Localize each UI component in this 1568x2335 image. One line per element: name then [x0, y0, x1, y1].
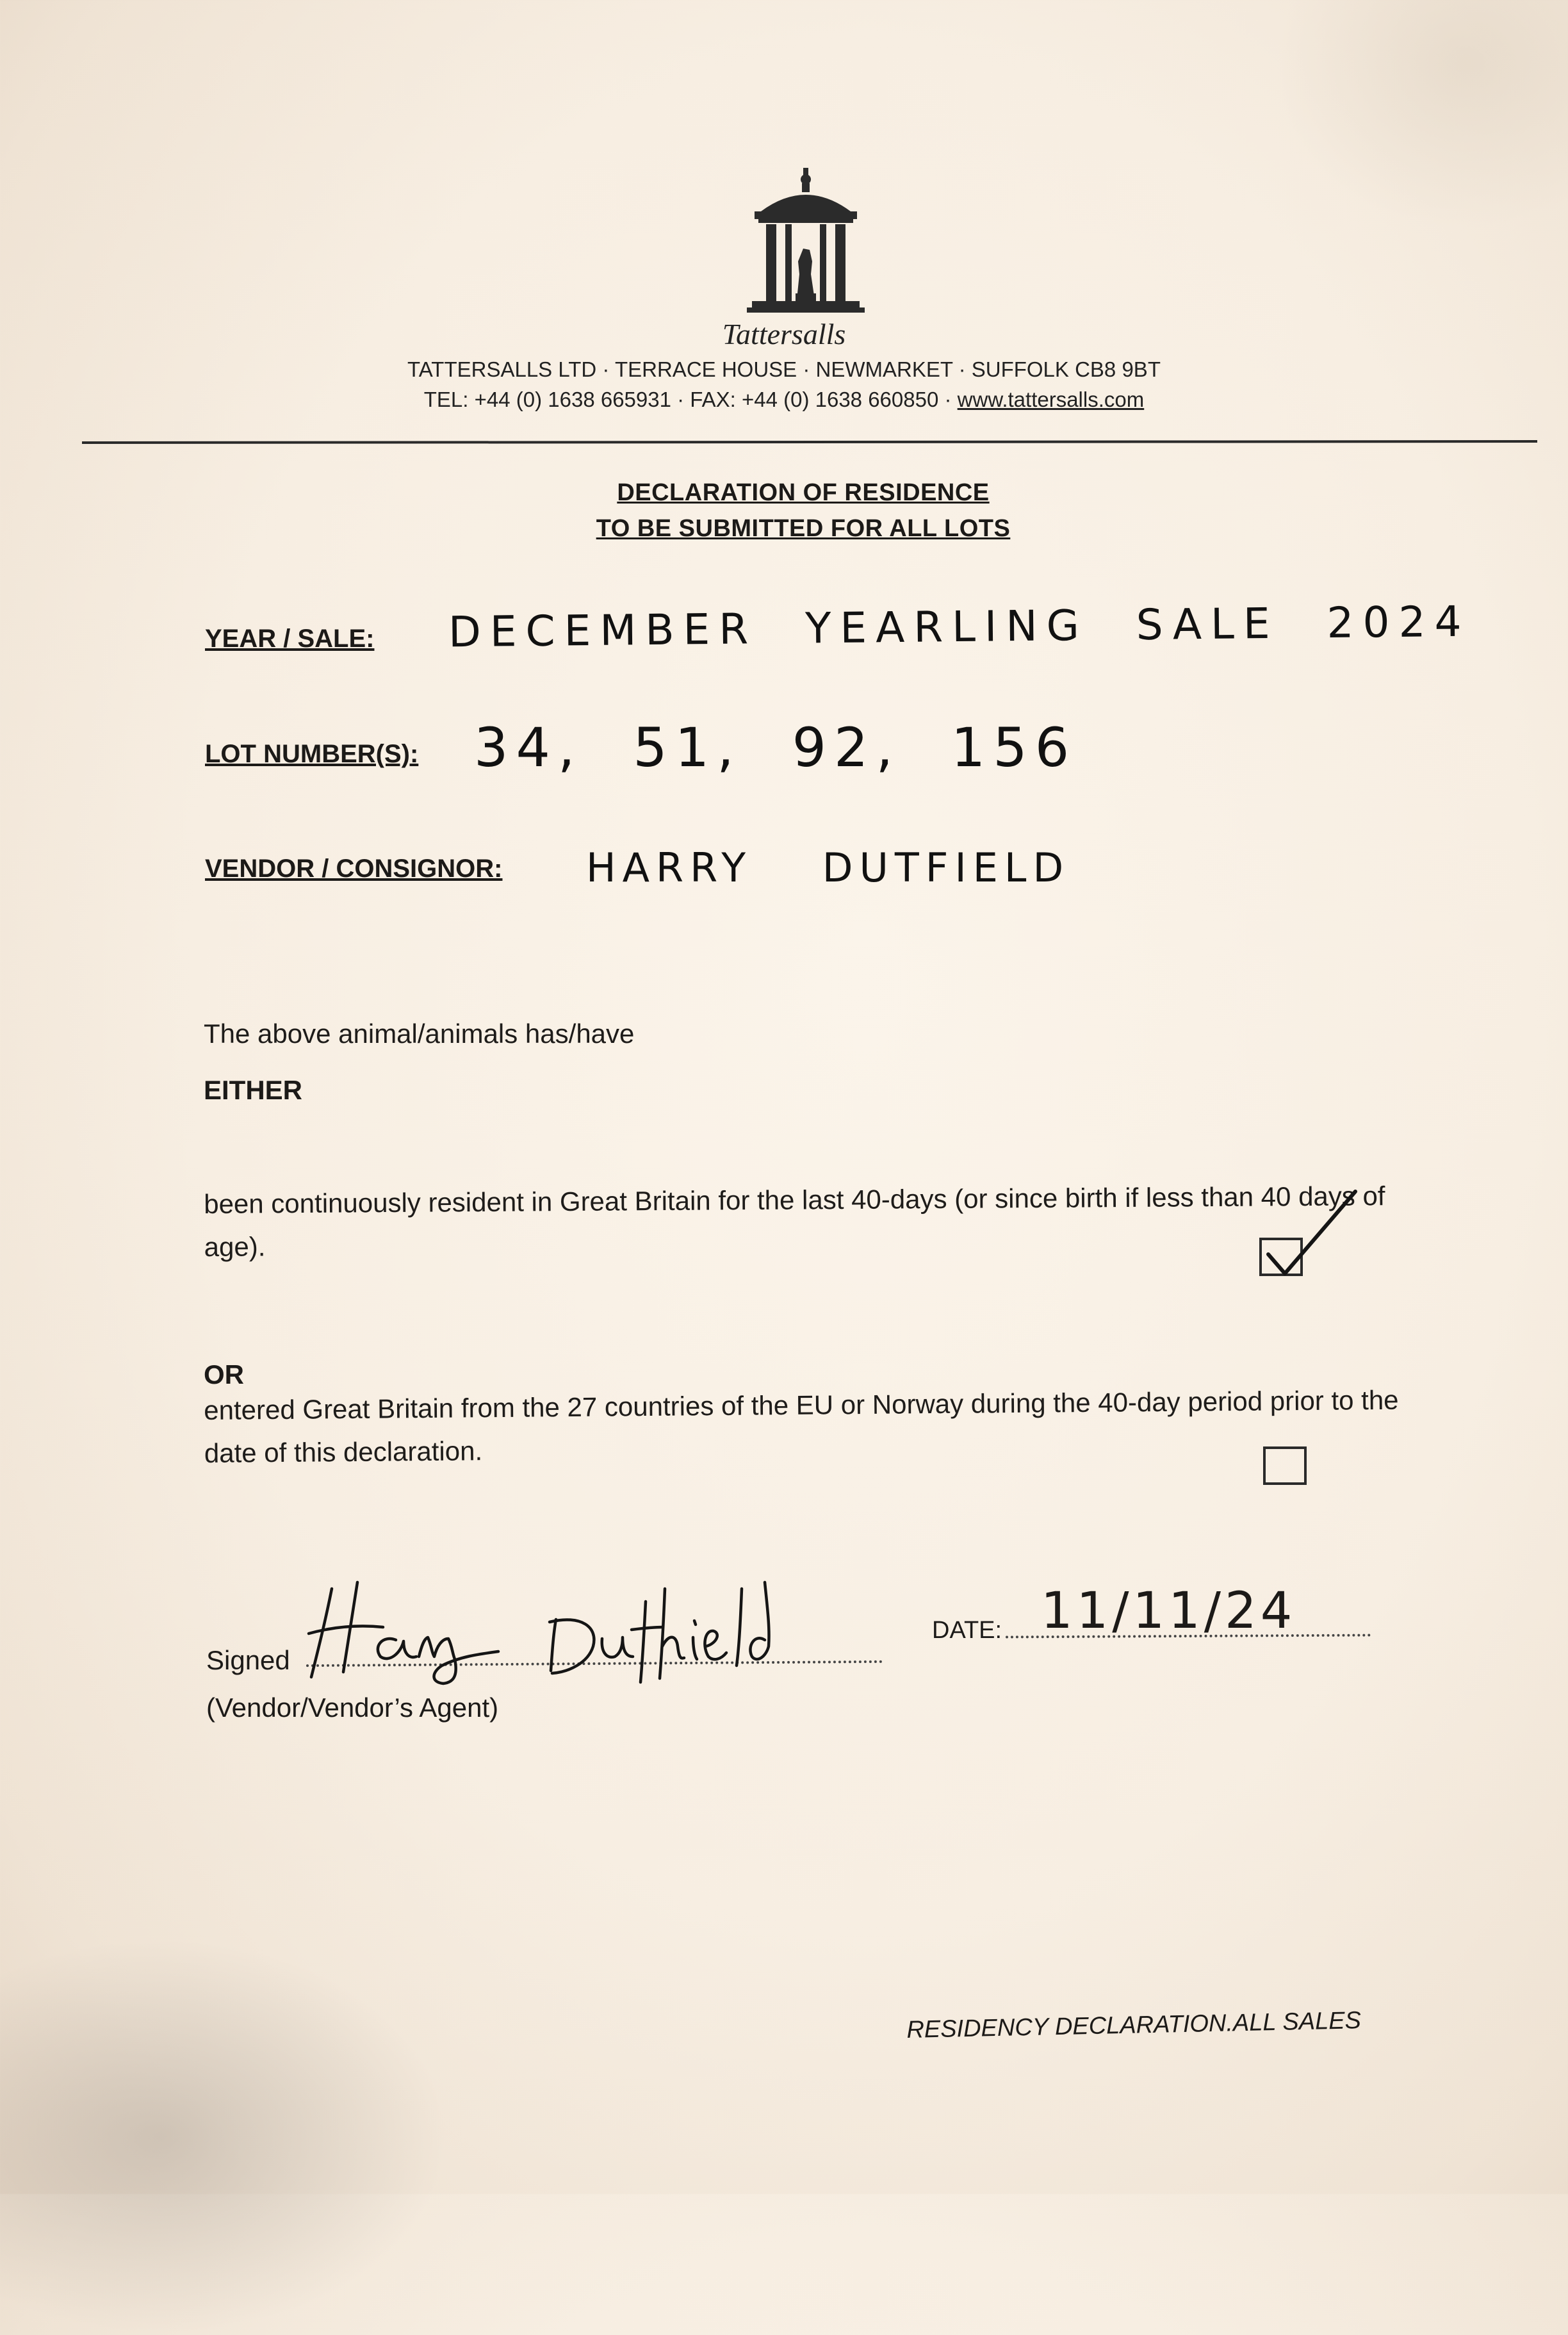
header-divider — [82, 440, 1537, 444]
either-label: EITHER — [204, 1075, 303, 1105]
year-sale-label: YEAR / SALE: — [205, 625, 375, 653]
date-value: 11/11/24 — [1041, 1582, 1296, 1640]
option-resident-text: been continuously resident in Great Britain for the last 40-days (or since birth if less than 40 days of age). — [204, 1181, 1385, 1263]
option-entered-checkbox[interactable] — [1263, 1446, 1307, 1485]
page-shadow — [1273, 0, 1568, 231]
signer-role: (Vendor/Vendor’s Agent) — [206, 1692, 499, 1723]
website-link[interactable]: www.tattersalls.com — [957, 388, 1145, 411]
lot-numbers-value: 34, 51, 92, 156 — [474, 716, 1077, 779]
footer-reference: RESIDENCY DECLARATION.ALL SALES — [906, 2007, 1362, 2044]
option-entered-text: entered Great Britain from the 27 countries of the EU or Norway during the 40-day period prior to the date of this declaration. — [204, 1384, 1399, 1469]
brand-name: Tattersalls — [722, 318, 846, 350]
document-subtitle: TO BE SUBMITTED FOR ALL LOTS — [596, 515, 1011, 542]
declaration-intro: The above animal/animals has/have — [204, 1019, 635, 1049]
vendor-value: HARRY DUTFIELD — [586, 844, 1070, 891]
or-label: OR — [204, 1359, 244, 1389]
signed-label: Signed — [206, 1645, 290, 1675]
contact-numbers: TEL: +44 (0) 1638 665931 · FAX: +44 (0) 1638 660850 · — [423, 388, 958, 411]
tattersalls-cupola-logo — [729, 165, 883, 319]
date-label: DATE: — [932, 1617, 1002, 1644]
company-contact — [0, 388, 1568, 412]
page-shadow — [0, 1938, 448, 2335]
checkmark-icon — [1259, 1185, 1362, 1281]
document-title: DECLARATION OF RESIDENCE — [617, 479, 990, 506]
year-sale-value: DECEMBER YEARLING SALE 2024 — [448, 596, 1471, 657]
company-address: TATTERSALLS LTD · TERRACE HOUSE · NEWMARKET · SUFFOLK CB8 9BT — [407, 357, 1161, 381]
lot-numbers-label: LOT NUMBER(S): — [205, 740, 419, 768]
handwritten-signature — [306, 1563, 793, 1685]
vendor-label: VENDOR / CONSIGNOR: — [205, 855, 503, 883]
